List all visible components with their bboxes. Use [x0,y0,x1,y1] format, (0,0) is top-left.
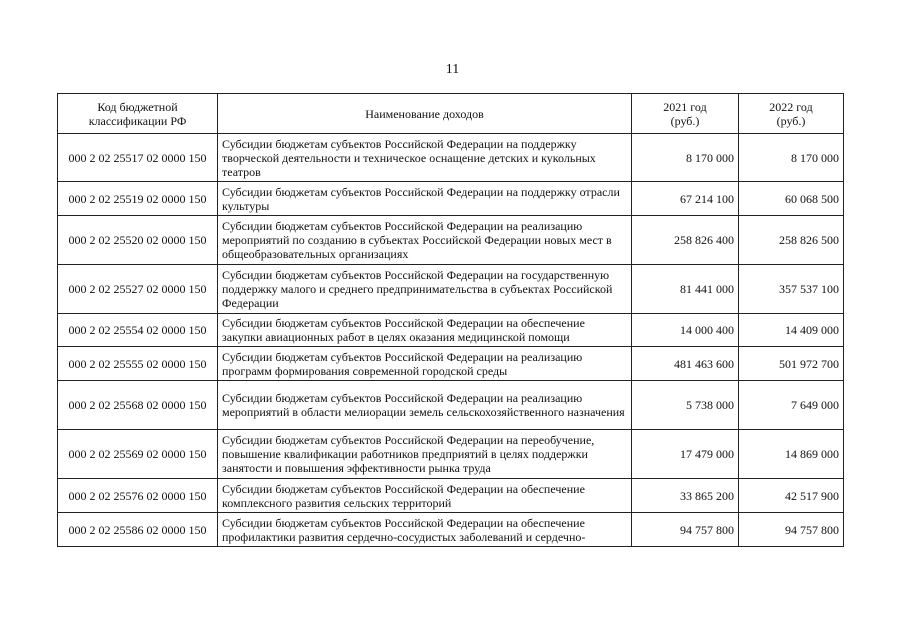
header-revenue-name: Наименование доходов [218,94,632,134]
header-year-2022-line1: 2022 год [769,99,813,114]
header-year-2021-line1: 2021 год [663,99,707,114]
row-amount-2021: 5 738 000 [632,381,739,430]
header-year-2022-line2: (руб.) [776,113,806,128]
table-row [58,314,844,347]
row-amount-2022: 42 517 900 [739,479,844,513]
row-amount-2022: 14 869 000 [739,430,844,479]
row-amount-2021: 81 441 000 [632,265,739,314]
header-budget-code-line1: Код бюджетной [97,99,178,114]
row-amount-2021: 481 463 600 [632,347,739,381]
row-amount-2022: 14 409 000 [739,314,844,347]
table-row [58,265,844,314]
row-amount-2022: 94 757 800 [739,513,844,547]
budget-revenue-table [57,93,844,547]
row-budget-code: 000 2 02 25569 02 0000 150 [58,430,218,479]
table-row [58,513,844,547]
row-revenue-name: Субсидии бюджетам субъектов Российской Федерации на поддержку творческой деятельности и техническое оснащение детских и кукольных театров [218,134,632,182]
table-row [58,381,844,430]
row-budget-code: 000 2 02 25519 02 0000 150 [58,182,218,216]
row-budget-code: 000 2 02 25555 02 0000 150 [58,347,218,381]
table-row [58,479,844,513]
header-budget-code [58,94,218,134]
row-amount-2022: 60 068 500 [739,182,844,216]
row-revenue-name: Субсидии бюджетам субъектов Российской Федерации на реализацию мероприятий в области мелиорации земель сельскохозяйственного назначения [218,381,632,430]
row-amount-2021: 67 214 100 [632,182,739,216]
row-revenue-name: Субсидии бюджетам субъектов Российской Федерации на поддержку отрасли культуры [218,182,632,216]
row-amount-2021: 17 479 000 [632,430,739,479]
row-budget-code: 000 2 02 25576 02 0000 150 [58,479,218,513]
row-revenue-name: Субсидии бюджетам субъектов Российской Федерации на реализацию мероприятий по созданию в субъектах Российской Федерации новых мест в общеобразовательных организациях [218,216,632,265]
row-amount-2021: 8 170 000 [632,134,739,182]
page-number: 11 [445,62,460,77]
row-amount-2022: 7 649 000 [739,381,844,430]
header-year-2022 [739,94,844,134]
row-amount-2021: 14 000 400 [632,314,739,347]
row-revenue-name: Субсидии бюджетам субъектов Российской Федерации на переобучение, повышение квалификации работников предприятий в целях поддержки занятости и повышения эффективности рынка труда [218,430,632,479]
row-budget-code: 000 2 02 25586 02 0000 150 [58,513,218,547]
header-year-2021 [632,94,739,134]
row-amount-2021: 33 865 200 [632,479,739,513]
row-amount-2022: 258 826 500 [739,216,844,265]
table-row [58,182,844,216]
row-revenue-name: Субсидии бюджетам субъектов Российской Федерации на обеспечение профилактики развития сердечно-сосудистых заболеваний и сердечно- [218,513,632,547]
row-amount-2022: 501 972 700 [739,347,844,381]
row-revenue-name: Субсидии бюджетам субъектов Российской Федерации на обеспечение комплексного развития сельских территорий [218,479,632,513]
row-amount-2022: 8 170 000 [739,134,844,182]
row-budget-code: 000 2 02 25527 02 0000 150 [58,265,218,314]
row-amount-2021: 94 757 800 [632,513,739,547]
row-budget-code: 000 2 02 25554 02 0000 150 [58,314,218,347]
row-amount-2022: 357 537 100 [739,265,844,314]
row-budget-code: 000 2 02 25517 02 0000 150 [58,134,218,182]
row-budget-code: 000 2 02 25568 02 0000 150 [58,381,218,430]
table-row [58,430,844,479]
header-year-2021-line2: (руб.) [670,113,700,128]
table-row [58,216,844,265]
header-budget-code-line2: классификации РФ [88,113,187,128]
row-revenue-name: Субсидии бюджетам субъектов Российской Федерации на реализацию программ формирования современной городской среды [218,347,632,381]
row-revenue-name: Субсидии бюджетам субъектов Российской Федерации на обеспечение закупки авиационных работ в целях оказания медицинской помощи [218,314,632,347]
table-header-row [58,94,844,134]
row-amount-2021: 258 826 400 [632,216,739,265]
table-row [58,134,844,182]
row-budget-code: 000 2 02 25520 02 0000 150 [58,216,218,265]
row-revenue-name: Субсидии бюджетам субъектов Российской Федерации на государственную поддержку малого и среднего предпринимательства в субъектах Российской Федерации [218,265,632,314]
table-row [58,347,844,381]
